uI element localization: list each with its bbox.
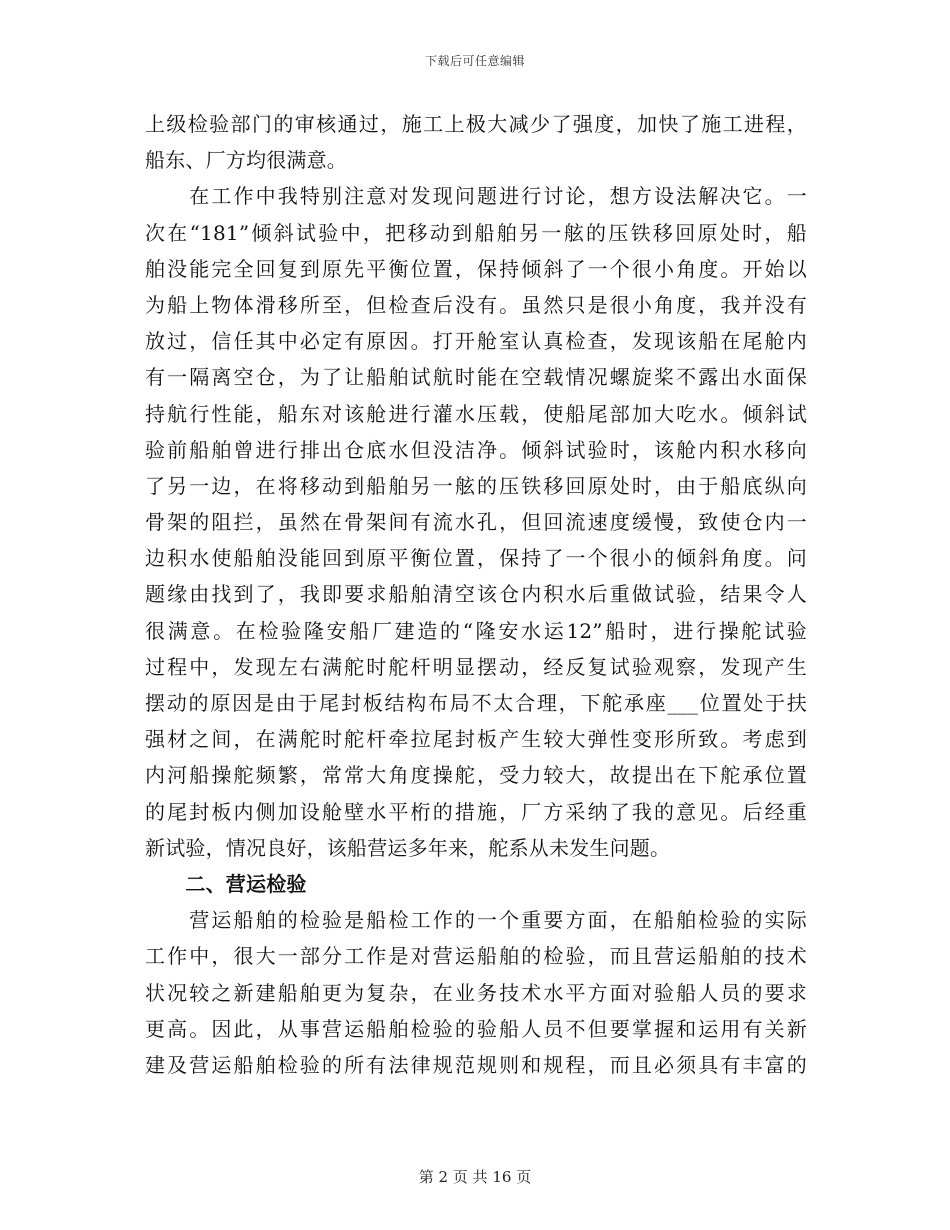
- text-line: 次在“181”倾斜试验中，把移动到船舶另一舷的压铁移回原处时，船: [145, 220, 807, 245]
- text-line: 上级检验部门的审核通过，施工上极大减少了强度，加快了施工进程，: [145, 112, 807, 136]
- text-line: 过程中，发现左右满舵时舵杆明显摆动，经反复试验观察，发现产生: [145, 654, 807, 679]
- text-line: 骨架的阻拦，虽然在骨架间有流水孔，但回流速度缓慢，致使仓内一: [145, 510, 807, 535]
- text-line: 营运船舶的检验是船检工作的一个重要方面，在船舶检验的实际: [145, 908, 807, 933]
- text-line: 内河船操舵频繁，常常大角度操舵，受力较大，故提出在下舵承位置: [145, 763, 807, 788]
- text-line: 工作中，很大一部分工作是对营运船舶的检验，而且营运船舶的技术: [145, 944, 807, 969]
- text-line: 题缘由找到了，我即要求船舶清空该仓内积水后重做试验，结果令人: [145, 582, 807, 607]
- text-line: 船东、厂方均很满意。: [145, 148, 347, 173]
- text-line: 在工作中我特别注意对发现问题进行讨论，想方设法解决它。一: [145, 184, 807, 209]
- text-line: 持航行性能，船东对该舱进行灌水压载，使船尾部加大吃水。倾斜试: [145, 401, 807, 426]
- section-heading: 二、营运检验: [145, 871, 307, 896]
- text-line: 了另一边，在将移动到船舶另一舷的压铁移回原处时，由于船底纵向: [145, 473, 807, 498]
- text-line: 的尾封板内侧加设舱壁水平桁的措施，厂方采纳了我的意见。后经重: [145, 799, 807, 824]
- text-line: 有一隔离空仓，为了让船舶试航时能在空载情况螺旋桨不露出水面保: [145, 365, 807, 390]
- text-line: 验前船舶曾进行排出仓底水但没洁净。倾斜试验时，该舱内积水移向: [145, 437, 807, 462]
- text-line: 更高。因此，从事营运船舶检验的验船人员不但要掌握和运用有关新: [145, 1016, 807, 1041]
- page-footer: 第 2 页 共 16 页: [418, 1168, 532, 1186]
- text-line: 放过，信任其中必定有原因。打开舱室认真检查，发现该船在尾舱内: [145, 329, 807, 354]
- text-line: 舶没能完全回复到原先平衡位置，保持倾斜了一个很小角度。开始以: [145, 256, 807, 281]
- text-line: 边积水使船舶没能回到原平衡位置，保持了一个很小的倾斜角度。问: [145, 546, 807, 571]
- text-line: 摆动的原因是由于尾封板结构布局不太合理，下舵承座___位置处于扶: [145, 691, 807, 715]
- text-line: 状况较之新建船舶更为复杂，在业务技术水平方面对验船人员的要求: [145, 980, 807, 1005]
- document-body: [145, 106, 807, 1083]
- text-line: 建及营运船舶检验的所有法律规范规则和规程，而且必须具有丰富的: [145, 1052, 807, 1077]
- text-line: 新试验，情况良好，该船营运多年来，舵系从未发生问题。: [145, 835, 671, 860]
- page-header: 下载后可任意编辑: [424, 54, 525, 68]
- text-line: 很满意。在检验隆安船厂建造的“隆安水运12”船时，进行操舵试验: [145, 618, 807, 643]
- text-line: 强材之间，在满舵时舵杆牵拉尾封板产生较大弹性变形所致。考虑到: [145, 727, 807, 752]
- text-line: 为船上物体滑移所至，但检查后没有。虽然只是很小角度，我并没有: [145, 292, 807, 317]
